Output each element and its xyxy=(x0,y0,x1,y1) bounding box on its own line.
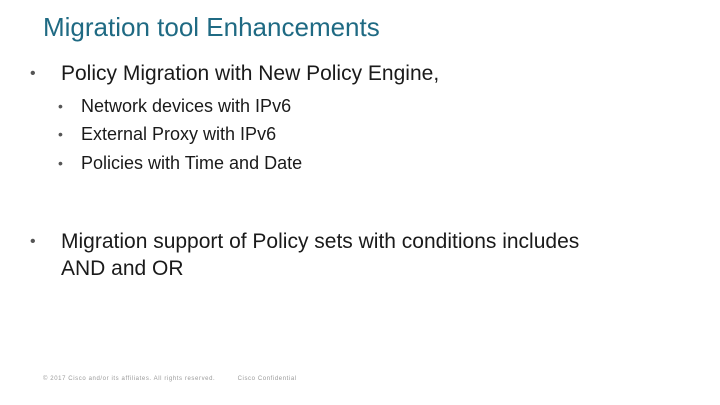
bullet-dot-icon: • xyxy=(30,233,36,250)
bullet-text: Policy Migration with New Policy Engine, xyxy=(61,62,440,85)
sub-bullet-text: Network devices with IPv6 xyxy=(81,96,292,116)
slide-footer xyxy=(43,376,317,382)
bullet-dot-icon: • xyxy=(58,98,63,114)
bullet-dot-icon: • xyxy=(30,65,36,82)
sub-bullet-text: Policies with Time and Date xyxy=(81,153,303,173)
bullet-text-continuation: AND and OR xyxy=(61,257,184,280)
bullet-text: Migration support of Policy sets with conditions includes xyxy=(61,230,580,253)
bullet-dot-icon: • xyxy=(58,155,63,171)
sub-bullet-text: External Proxy with IPv6 xyxy=(81,124,277,144)
copyright-text: © 2017 Cisco and/or its affiliates. All rights reserved. xyxy=(43,376,216,382)
slide-title: Migration tool Enhancements xyxy=(43,12,380,42)
confidential-label: Cisco Confidential xyxy=(237,376,297,382)
bullet-dot-icon: • xyxy=(58,126,63,142)
